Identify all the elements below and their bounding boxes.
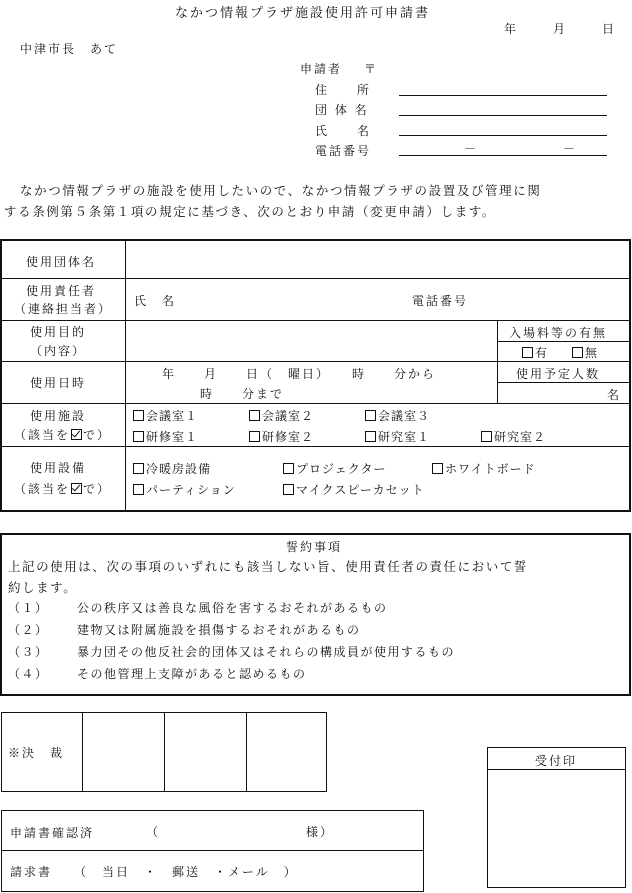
pledge-item-4-text: その他管理上支障があると認めるもの: [77, 667, 307, 681]
group-name-field[interactable]: [128, 242, 628, 276]
fee-label: 入場料等の有無: [509, 326, 608, 340]
group-name-row-label: 使用団体名: [26, 255, 97, 269]
confirmed-open-paren: （: [146, 825, 159, 839]
fee-yes-label: 有: [535, 346, 549, 360]
fee-yes-option[interactable]: [522, 344, 548, 361]
checkbox-icon[interactable]: [522, 347, 533, 358]
pledge-item-3-num: （３）: [8, 645, 49, 659]
purpose-sub-label: （内容）: [30, 344, 87, 358]
intro-line-2: する条例第５条第１項の規定に基づき、次のとおり申請（変更申請）します。: [4, 204, 497, 219]
address-label: 住 所: [315, 83, 372, 97]
fee-no-label: 無: [585, 346, 599, 360]
addressee: 中津市長 あて: [20, 42, 119, 56]
applicant-name-label: 氏 名: [315, 124, 372, 138]
approval-stamp-cell-2[interactable]: [166, 714, 244, 790]
confirmed-label: 申請書確認済: [10, 826, 95, 840]
pledge-item-4-num: （４）: [8, 667, 49, 681]
checkbox-icon[interactable]: [572, 347, 583, 358]
pledge-body-2: 約します。: [8, 580, 78, 595]
datetime-label: 使用日時: [30, 376, 87, 390]
pledge-item-1-text: 公の秩序又は善良な風俗を害するおそれがあるもの: [77, 601, 388, 615]
facility-option-research-2[interactable]: 研究室２: [481, 428, 546, 445]
checkbox-icon: [432, 463, 443, 474]
pledge-item-1-num: （１）: [8, 601, 49, 615]
group-name-input-line[interactable]: [399, 115, 607, 116]
datetime-line-2[interactable]: 時 分まで: [200, 387, 285, 401]
checkbox-icon: [249, 410, 260, 421]
checkbox-icon: [133, 410, 144, 421]
pledge-body-1: 上記の使用は、次の事項のいずれにも該当しない旨、使用責任者の責任において誓: [8, 559, 528, 574]
responsible-phone-field[interactable]: 電話番号: [412, 294, 469, 308]
responsible-label: 使用責任者: [26, 284, 97, 298]
datetime-line-1[interactable]: 年 月 日（ 曜日） 時 分から: [162, 367, 437, 381]
pledge-item-2-num: （２）: [8, 623, 49, 637]
approval-stamp-cell-3[interactable]: [248, 714, 325, 790]
equipment-label: 使用設備: [30, 461, 87, 475]
equipment-option-mic-speaker[interactable]: マイクスピーカセット: [283, 481, 425, 498]
facility-option-meeting-2[interactable]: 会議室２: [249, 407, 314, 424]
facility-option-meeting-3[interactable]: 会議室３: [365, 407, 430, 424]
contact-label: （連絡担当者）: [14, 302, 113, 316]
date-year-label: 年: [504, 22, 517, 36]
phone-input-line[interactable]: [399, 155, 607, 156]
group-name-label: 団 体 名: [315, 103, 369, 117]
date-day-label: 日: [602, 22, 615, 36]
checkbox-icon: [365, 431, 376, 442]
checkmark-box-icon: [71, 483, 82, 494]
equipment-sub-label: （該当を で）: [14, 482, 112, 496]
expected-attendees-label: 使用予定人数: [516, 367, 601, 381]
checkbox-icon: [133, 431, 144, 442]
pledge-item-2-text: 建物又は附属施設を損傷するおそれがあるもの: [77, 623, 361, 637]
checkbox-icon: [365, 410, 376, 421]
checkbox-icon: [283, 463, 294, 474]
facility-option-training-2[interactable]: 研修室２: [249, 428, 314, 445]
checkbox-icon: [133, 484, 144, 495]
phone-label: 電話番号: [315, 144, 372, 158]
confirmed-name-field[interactable]: [180, 823, 300, 839]
fee-no-option[interactable]: [572, 344, 598, 361]
facility-option-research-1[interactable]: 研究室１: [365, 428, 430, 445]
checkmark-box-icon: [71, 429, 82, 440]
date-month-label: 月: [553, 22, 566, 36]
facility-option-training-1[interactable]: 研修室１: [133, 428, 198, 445]
pledge-item-3-text: 暴力団その他反社会的団体又はそれらの構成員が使用するもの: [77, 645, 456, 659]
equipment-option-hvac[interactable]: 冷暖房設備: [133, 460, 211, 477]
checkbox-icon: [481, 431, 492, 442]
attendees-unit: 名: [607, 388, 620, 402]
equipment-option-whiteboard[interactable]: ホワイトボード: [432, 460, 536, 477]
address-input-line[interactable]: [399, 95, 607, 96]
approval-label: ※決 裁: [8, 746, 65, 760]
checkbox-icon: [133, 463, 144, 474]
invoice-options[interactable]: （ 当日 ・ 郵送 ・メール ）: [74, 865, 298, 879]
postal-mark: 〒: [364, 62, 377, 76]
checkbox-icon: [249, 431, 260, 442]
equipment-option-projector[interactable]: プロジェクター: [283, 460, 387, 477]
facility-sub-label: （該当を で）: [14, 428, 112, 442]
page-title: なかつ情報プラザ施設使用許可申請書: [175, 6, 431, 21]
phone-dash-2: －: [563, 142, 576, 156]
facility-label: 使用施設: [30, 409, 87, 423]
applicant-label: 申請者: [300, 62, 343, 76]
pledge-title: 誓約事項: [286, 540, 343, 554]
invoice-label: 請求書: [10, 865, 53, 879]
purpose-field[interactable]: [128, 323, 494, 359]
approval-stamp-cell-1[interactable]: [84, 714, 162, 790]
phone-dash-1: －: [464, 142, 477, 156]
confirmed-sama: 様）: [306, 825, 335, 839]
applicant-name-input-line[interactable]: [399, 135, 607, 136]
intro-line-1: なかつ情報プラザの施設を使用したいので、なかつ情報プラザの設置及び管理に関: [20, 183, 542, 198]
purpose-label: 使用目的: [30, 325, 87, 339]
equipment-option-partition[interactable]: パーティション: [133, 481, 236, 498]
responsible-name-field[interactable]: 氏 名: [134, 294, 177, 308]
checkbox-icon: [283, 484, 294, 495]
reception-label: 受付印: [535, 754, 578, 768]
facility-option-meeting-1[interactable]: 会議室１: [133, 407, 198, 424]
